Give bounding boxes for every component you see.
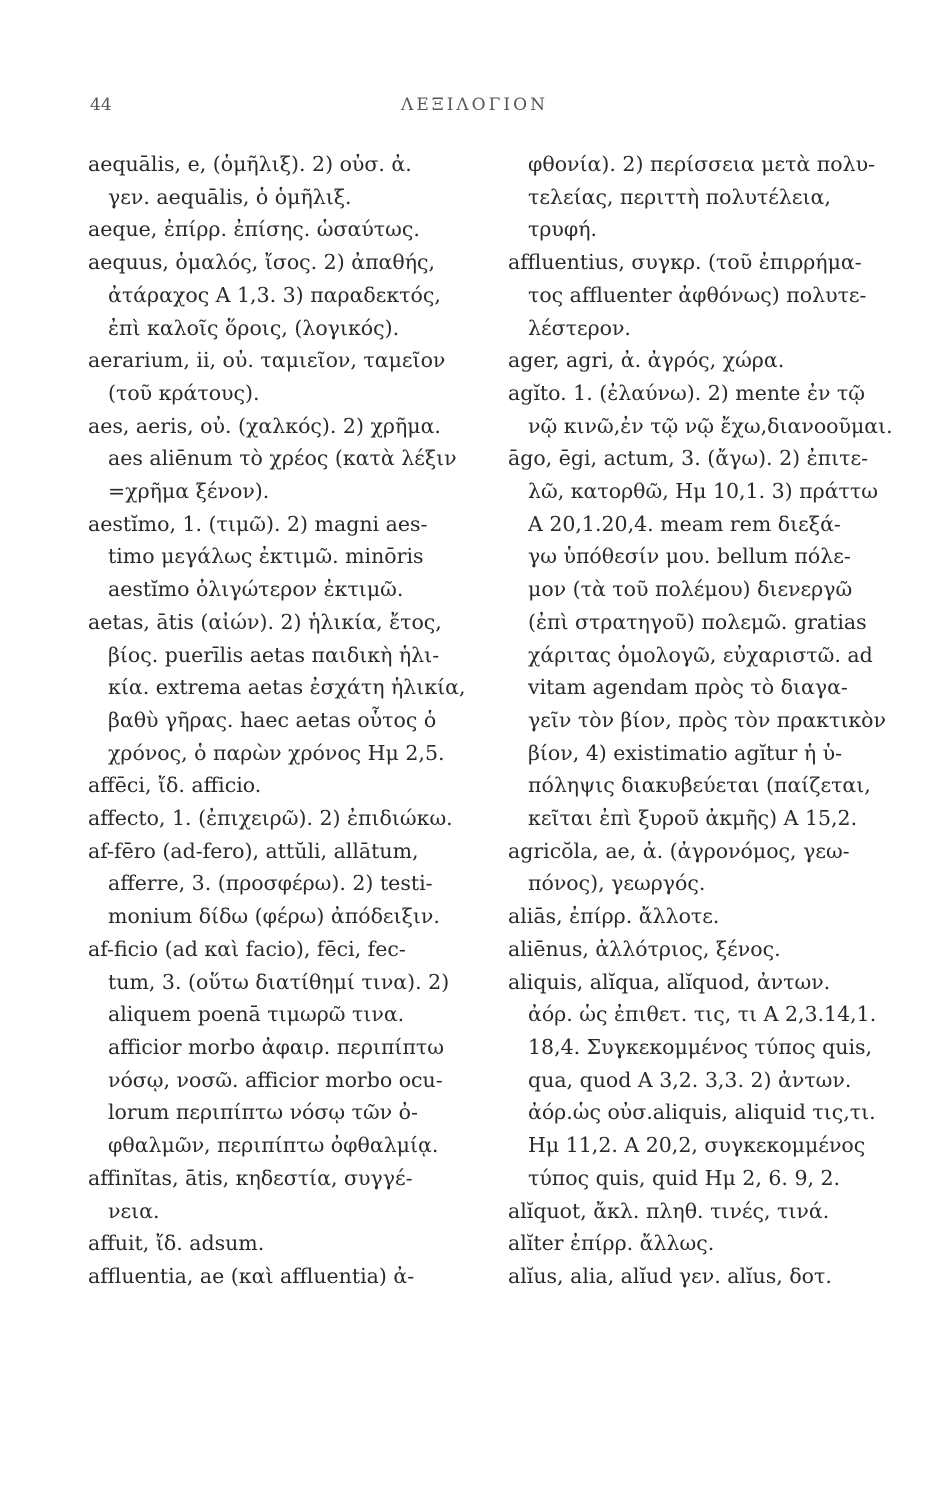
entry-line: alĭter ἐπίρρ. ἄλλως. [508, 1231, 715, 1256]
entry-line: πόνος), γεωργός. [528, 871, 706, 896]
entry-line: βίος. puerīlis aetas παιδικὴ ἡλι- [108, 642, 440, 667]
entry-line: aestĭmo, 1. (τιμῶ). 2) magni aes- [88, 511, 428, 536]
entry-line: γω ὑπόθεσίν μου. bellum πόλε- [528, 544, 851, 569]
entry-line: afficior morbo ἀφαιρ. περιπίπτω [108, 1034, 444, 1059]
entry-line: af-ficio (ad καὶ facio), fēci, fec- [88, 936, 406, 961]
right-column [508, 148, 913, 1293]
entry-line: ἀόρ. ὡς ἐπιθετ. τις, τι Α 2,3.14,1. [528, 1002, 877, 1027]
entry-line: ager, agri, ἀ. ἀγρός, χώρα. [508, 348, 785, 373]
entry-line: γεν. aequālis, ὁ ὁμῆλιξ. [108, 184, 352, 209]
entry-line: νῷ κινῶ,ἐν τῷ νῷ ἔχω,διανοοῦμαι. [528, 413, 893, 438]
entry-line: affuit, ἴδ. adsum. [88, 1231, 265, 1256]
entry-line: āgo, ēgi, actum, 3. (ἄγω). 2) ἐπιτε- [508, 446, 869, 471]
entry-line: affecto, 1. (ἐπιχειρῶ). 2) ἐπιδιώκω. [88, 806, 453, 831]
entry-line: Α 20,1.20,4. meam rem διεξά- [528, 511, 841, 536]
entry-line: βαθὺ γῆρας. haec aetas οὗτος ὁ [108, 707, 437, 732]
left-column [88, 148, 488, 1293]
entry-line: monium δίδω (φέρω) ἀπόδειξιν. [108, 904, 440, 929]
entry-line: alĭquot, ἄκλ. πληθ. τινές, τινά. [508, 1198, 830, 1223]
entry-line: τρυφή. [528, 217, 598, 242]
entry-line: λέστερον. [528, 315, 631, 340]
entry-line: affluentia, ae (καὶ affluentia) ἀ- [88, 1263, 415, 1288]
entry-line: μον (τὰ τοῦ πολέμου) διενεργῶ [528, 577, 853, 602]
entry-line: 18,4. Συγκεκομμένος τύπος quis, [528, 1034, 873, 1059]
entry-line: χάριτας ὁμολογῶ, εὐχαριστῶ. ad [528, 642, 873, 667]
entry-line: (τοῦ κράτους). [108, 380, 260, 405]
entry-line: φθαλμῶν, περιπίπτω ὀφθαλμίᾳ. [108, 1133, 439, 1158]
entry-line: affluentius, συγκρ. (τοῦ ἐπιρρήμα- [508, 250, 862, 275]
entry-line: κία. extrema aetas ἐσχάτη ἡλικία, [108, 675, 466, 700]
entry-line: ἀόρ.ὡς οὐσ.aliquis, aliquid τις,τι. [528, 1100, 876, 1125]
entry-line: af-fēro (ad-fero), attŭli, allātum, [88, 838, 419, 863]
entry-line: γεῖν τὸν βίον, πρὸς τὸν πρακτικὸν [528, 707, 886, 732]
entry-line: ἐπὶ καλοῖς ὅροις, (λογικός). [108, 315, 400, 340]
entry-line: τος affluenter ἀφθόνως) πολυτε- [528, 282, 867, 307]
entry-line: (ἐπὶ στρατηγοῦ) πολεμῶ. gratias [528, 609, 867, 634]
entry-line: afferre, 3. (προσφέρω). 2) testi- [108, 871, 433, 896]
entry-line: τύπος quis, quid Ημ 2, 6. 9, 2. [528, 1165, 841, 1190]
page-number: 44 [90, 95, 112, 115]
entry-line: aliquem poenā τιμωρῶ τινα. [108, 1002, 405, 1027]
entry-line: τελείας, περιττὴ πολυτέλεια, [528, 184, 831, 209]
entry-line: κεῖται ἐπὶ ξυροῦ ἀκμῆς) Α 15,2. [528, 806, 858, 831]
entry-line: lorum περιπίπτω νόσῳ τῶν ὀ- [108, 1100, 418, 1125]
entry-line: alĭus, alia, alĭud γεν. alĭus, δοτ. [508, 1263, 832, 1288]
entry-line: agricŏla, ae, ἀ. (ἀγρονόμος, γεω- [508, 838, 850, 863]
entry-line: aequus, ὁμαλός, ἴσος. 2) ἀπαθής, [88, 250, 436, 275]
entry-line: νόσῳ, νοσῶ. afficior morbo ocu- [108, 1067, 443, 1092]
entry-line: vitam agendam πρὸς τὸ διαγα- [528, 675, 848, 700]
entry-line: χρόνος, ὁ παρὼν χρόνος Ημ 2,5. [108, 740, 445, 765]
entry-line: aliās, ἐπίρρ. ἄλλοτε. [508, 904, 720, 929]
entry-line: νεια. [108, 1198, 160, 1223]
entry-line: aestĭmo ὀλιγώτερον ἐκτιμῶ. [108, 577, 404, 602]
entry-line: =χρῆμα ξένον). [108, 479, 270, 504]
entry-line: tum, 3. (οὕτω διατίθημί τινα). 2) [108, 969, 450, 994]
entry-line: aes, aeris, οὐ. (χαλκός). 2) χρῆμα. [88, 413, 441, 438]
entry-line: aerarium, ii, οὐ. ταμιεῖον, ταμεῖον [88, 348, 446, 373]
entry-line: λῶ, κατορθῶ, Ημ 10,1. 3) πράττω [528, 479, 878, 504]
entry-line: affēci, ἴδ. afficio. [88, 773, 262, 798]
entry-line: timo μεγάλως ἐκτιμῶ. minōris [108, 544, 424, 569]
entry-line: aequālis, e, (ὁμῆλιξ). 2) οὐσ. ἀ. [88, 152, 412, 176]
entry-line: qua, quod Α 3,2. 3,3. 2) ἀντων. [528, 1067, 852, 1092]
entry-line: ἀτάραχος Α 1,3. 3) παραδεκτός, [108, 282, 441, 307]
entry-line: Ημ 11,2. Α 20,2, συγκεκομμένος [528, 1133, 866, 1158]
entry-line: aliēnus, ἀλλότριος, ξένος. [508, 936, 781, 961]
entry-line: affinĭtas, ātis, κηδεστία, συγγέ- [88, 1165, 413, 1190]
entry-line: βίον, 4) existimatio agĭtur ἡ ὑ- [528, 740, 843, 765]
entry-line: aetas, ātis (αἰών). 2) ἡλικία, ἔτος, [88, 609, 442, 634]
entry-line: aeque, ἐπίρρ. ἐπίσης. ὡσαύτως. [88, 217, 420, 242]
running-head: ΛΕΞΙΛΟΓΙΟΝ [401, 95, 548, 115]
entry-line: aes aliēnum τὸ χρέος (κατὰ λέξιν [108, 446, 457, 471]
entry-line: πόληψις διακυβεύεται (παίζεται, [528, 773, 871, 798]
entry-line: agĭto. 1. (ἐλαύνω). 2) mente ἐν τῷ [508, 380, 865, 405]
entry-line: aliquis, alĭqua, alĭquod, ἀντων. [508, 969, 831, 994]
entry-line: φθονία). 2) περίσσεια μετὰ πολυ- [528, 152, 875, 176]
